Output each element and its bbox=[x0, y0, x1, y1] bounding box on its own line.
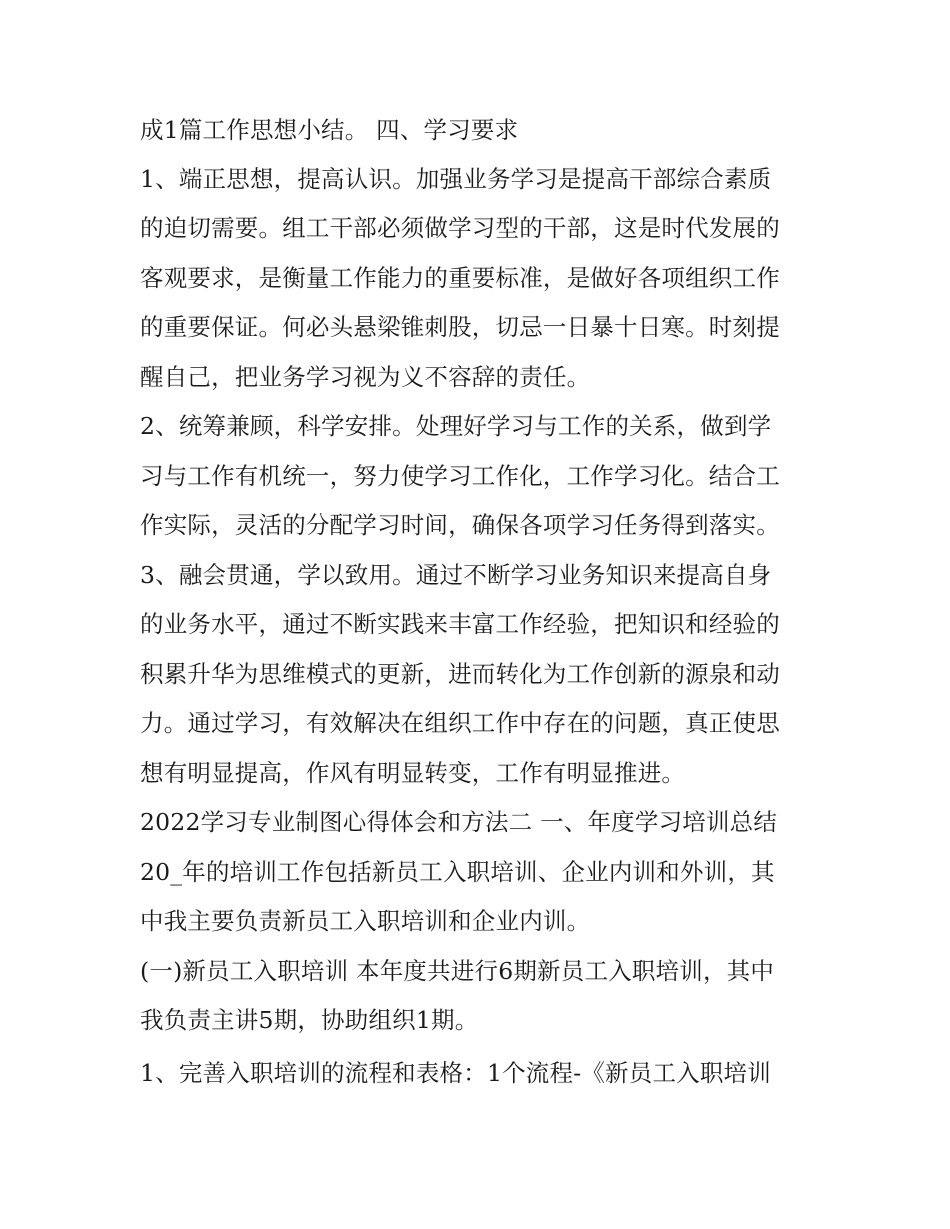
text-line: 醒自己，把业务学习视为义不容辞的责任。 bbox=[140, 363, 591, 391]
text-line: 我负责主讲5期，协助组织1期。 bbox=[140, 1006, 479, 1034]
text-line: 2022学习专业制图心得体会和方法二 一、年度学习培训总结 bbox=[140, 808, 778, 836]
text-line: 的业务水平，通过不断实践来丰富工作经验，把知识和经验的 bbox=[140, 610, 780, 638]
text-line: 习与工作有机统一，努力使学习工作化，工作学习化。结合工 bbox=[140, 462, 780, 490]
text-line: 3、融会贯通，学以致用。通过不断学习业务知识来提高自身 bbox=[140, 561, 772, 589]
text-line: 力。通过学习，有效解决在组织工作中存在的问题，真正使思 bbox=[140, 709, 780, 737]
text-line: 想有明显提高，作风有明显转变，工作有明显推进。 bbox=[140, 759, 686, 787]
text-line: 2、统筹兼顾，科学安排。处理好学习与工作的关系，做到学 bbox=[140, 412, 772, 440]
text-line: 1、完善入职培训的流程和表格：1个流程-《新员工入职培训 bbox=[140, 1059, 771, 1087]
text-line: 客观要求，是衡量工作能力的重要标准，是做好各项组织工作 bbox=[140, 264, 780, 292]
text-line: 的重要保证。何必头悬梁锥刺股，切忌一日暴十日寒。时刻提 bbox=[140, 313, 780, 341]
text-line: 1、端正思想，提高认识。加强业务学习是提高干部综合素质 bbox=[140, 165, 772, 193]
text-line: 的迫切需要。组工干部必须做学习型的干部，这是时代发展的 bbox=[140, 214, 780, 242]
text-line: 20_年的培训工作包括新员工入职培训、企业内训和外训，其 bbox=[140, 858, 775, 886]
text-line: 中我主要负责新员工入职培训和企业内训。 bbox=[140, 907, 591, 935]
text-line: 作实际，灵活的分配学习时间，确保各项学习任务得到落实。 bbox=[140, 511, 780, 539]
text-line: (一)新员工入职培训 本年度共进行6期新员工入职培训，其中 bbox=[140, 957, 775, 985]
text-line: 成1篇工作思想小结。 四、学习要求 bbox=[140, 116, 519, 144]
text-line: 积累升华为思维模式的更新，进而转化为工作创新的源泉和动 bbox=[140, 660, 780, 688]
